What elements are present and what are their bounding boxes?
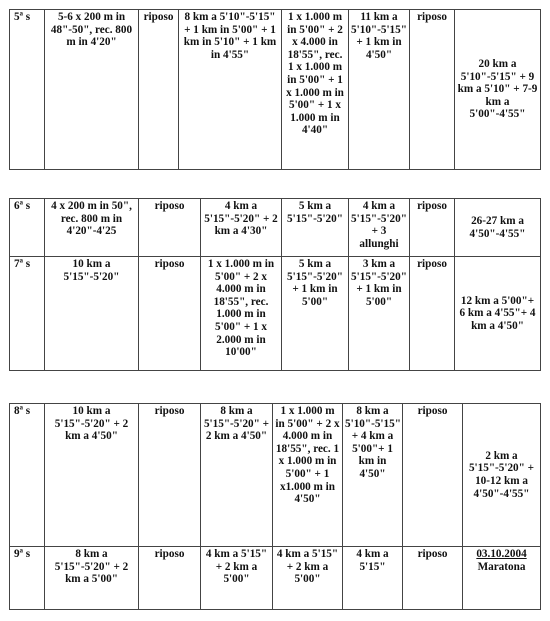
- saturday-cell: riposo: [403, 404, 463, 547]
- week-label: 9ª s: [10, 547, 45, 610]
- thursday-cell: 1 x 1.000 m in 5'00" + 2 x 4.000 m in 18'55", rec. 1 x 1.000 m in 5'00" + 1 x1.000 m in 4'50": [273, 404, 343, 547]
- sunday-cell: 26-27 km a 4'50"-4'55": [455, 199, 541, 257]
- saturday-cell: riposo: [410, 10, 455, 170]
- race-name: Maratona: [477, 560, 526, 573]
- friday-cell: 4 km a 5'15": [343, 547, 403, 610]
- tuesday-cell: riposo: [139, 404, 201, 547]
- table-row: [10, 404, 541, 547]
- monday-cell: 10 km a 5'15"-5'20": [45, 257, 139, 371]
- monday-cell: 10 km a 5'15"-5'20" + 2 km a 4'50": [45, 404, 139, 547]
- tuesday-cell: riposo: [139, 10, 179, 170]
- table-row: [10, 199, 541, 257]
- wednesday-cell: 8 km a 5'10"-5'15" + 1 km in 5'00" + 1 km in 5'10" + 1 km in 4'55": [179, 10, 282, 170]
- sunday-race-cell: [463, 547, 541, 610]
- table-row: [10, 10, 541, 170]
- sunday-cell: 2 km a 5'15"-5'20" + 10-12 km a 4'50"-4'55": [463, 404, 541, 547]
- table-row: [10, 257, 541, 371]
- week-label: 7ª s: [10, 257, 45, 371]
- wednesday-cell: 4 km a 5'15" + 2 km a 5'00": [201, 547, 273, 610]
- friday-cell: 4 km a 5'15"-5'20" + 3 allunghi: [349, 199, 410, 257]
- sunday-cell: 20 km a 5'10"-5'15" + 9 km a 5'10" + 7-9 km a 5'00"-4'55": [455, 10, 541, 170]
- tuesday-cell: riposo: [139, 199, 201, 257]
- table-row: [10, 547, 541, 610]
- training-table-weeks-8-9: [9, 403, 541, 610]
- saturday-cell: riposo: [403, 547, 463, 610]
- thursday-cell: 5 km a 5'15"-5'20": [282, 199, 349, 257]
- monday-cell: 4 x 200 m in 50", rec. 800 m in 4'20"-4'25: [45, 199, 139, 257]
- sunday-cell: 12 km a 5'00"+ 6 km a 4'55"+ 4 km a 4'50": [455, 257, 541, 371]
- thursday-cell: 5 km a 5'15"-5'20" + 1 km in 5'00": [282, 257, 349, 371]
- saturday-cell: riposo: [410, 257, 455, 371]
- week-label: 5ª s: [10, 10, 45, 170]
- week-label: 8ª s: [10, 404, 45, 547]
- friday-cell: 8 km a 5'10"-5'15" + 4 km a 5'00"+ 1 km in 4'50": [343, 404, 403, 547]
- wednesday-cell: 8 km a 5'15"-5'20" + 2 km a 4'50": [201, 404, 273, 547]
- thursday-cell: 4 km a 5'15" + 2 km a 5'00": [273, 547, 343, 610]
- training-table-week-5: [9, 9, 541, 170]
- monday-cell: 5-6 x 200 m in 48"-50", rec. 800 m in 4'20": [45, 10, 139, 170]
- race-date: 03.10.2004: [476, 548, 527, 560]
- friday-cell: 3 km a 5'15"-5'20" + 1 km in 5'00": [349, 257, 410, 371]
- training-table-weeks-6-7: [9, 198, 541, 371]
- tuesday-cell: riposo: [139, 547, 201, 610]
- friday-cell: 11 km a 5'10"-5'15" + 1 km in 4'50": [349, 10, 410, 170]
- thursday-cell: 1 x 1.000 m in 5'00" + 2 x 4.000 in 18'55", rec. 1 x 1.000 m in 5'00" + 1 x 1.000 m in 5'00" + 1 x 1.000 m in 4'40": [282, 10, 349, 170]
- tuesday-cell: riposo: [139, 257, 201, 371]
- monday-cell: 8 km a 5'15"-5'20" + 2 km a 5'00": [45, 547, 139, 610]
- wednesday-cell: 4 km a 5'15"-5'20" + 2 km a 4'30": [201, 199, 282, 257]
- wednesday-cell: 1 x 1.000 m in 5'00" + 2 x 4.000 m in 18'55", rec. 1.000 m in 5'00" + 1 x 2.000 m in 10'00": [201, 257, 282, 371]
- saturday-cell: riposo: [410, 199, 455, 257]
- week-label: 6ª s: [10, 199, 45, 257]
